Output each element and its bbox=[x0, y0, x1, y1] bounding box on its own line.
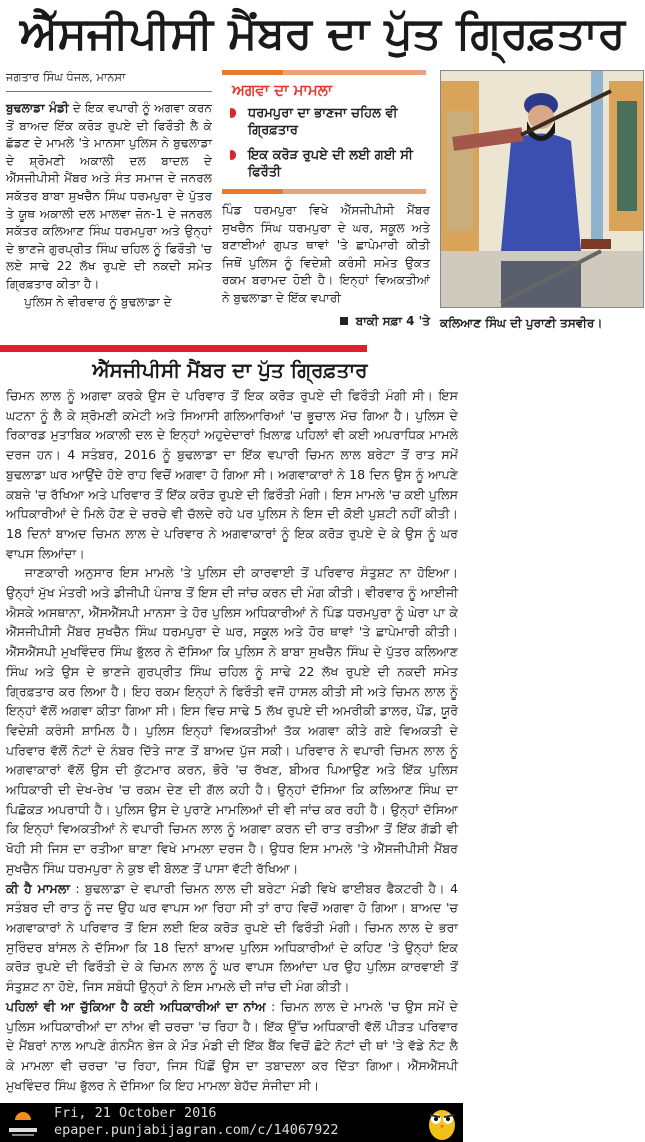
left-column bbox=[6, 70, 212, 311]
article-column-2 bbox=[222, 202, 430, 308]
epaper-url[interactable]: epaper.punjabijagran.com/c/14067922 bbox=[54, 1122, 339, 1139]
person-with-rifles-image bbox=[441, 71, 643, 307]
owl-mascot-icon bbox=[424, 1103, 460, 1142]
subhead: ਕੀ ਹੈ ਮਾਮਲਾ bbox=[6, 880, 70, 896]
photo bbox=[440, 70, 644, 308]
paragraph: ਪੁਲਿਸ ਨੇ ਵੀਰਵਾਰ ਨੂੰ ਬੁਢਲਾਡਾ ਦੇ bbox=[24, 294, 172, 309]
middle-column bbox=[222, 70, 430, 329]
subhead: ਪਹਿਲਾਂ ਵੀ ਆ ਚੁੱਕਿਆ ਹੈ ਕਈ ਅਧਿਕਾਰੀਆਂ ਦਾ ਨਾਂਅ bbox=[6, 998, 266, 1014]
highlight-box bbox=[222, 70, 430, 194]
dateline: ਬੁਢਲਾਡਾ ਮੰਡੀ bbox=[6, 101, 69, 115]
paragraph-text: : ਚਿਮਨ ਲਾਲ ਦੇ ਮਾਮਲੇ 'ਚ ਉਸ ਸਮੇਂ ਦੇ ਪੁਲਿਸ ਅਧਿਕਾਰੀਆਂ ਦਾ ਨਾਂਅ ਵੀ ਚਰਚਾ 'ਚ ਰਿਹਾ ਹੈ। ਇੱਕ ਉੱਚ ਅਧਿਕਾਰੀ ਵੱਲੋਂ ਪੀੜਤ ਪਰਿਵਾਰ ਦੇ ਮੈਂਬਰਾਂ ਨਾਲ ਆਪਣੇ ਗੰਨਮੈਨ ਭੇਜ ਕੇ ਮੌੜ ਮੰਡੀ ਦੀ ਇੱਕ ਬੈਂਕ ਵਿਚੋਂ ਛੋਟੇ ਨੋਟਾਂ ਦੀ ਥਾਂ 'ਤੇ ਵੱਡੇ ਨੋਟ ਲੈ ਕੇ ਮਾਮਲਾ ਵੀ ਚਰਚਾ 'ਚ ਰਿਹਾ, ਜਿਸ ਪਿੱਛੋਂ ਉਸ ਦਾ ਤਬਾਦਲਾ ਕਰ ਦਿੱਤਾ ਗਿਆ। ਐੱਸਐੱਸਪੀ ਮੁਖਵਿੰਦਰ ਸਿੰਘ ਭੁੱਲਰ ਨੇ ਦੱਸਿਆ ਕਿ ਇਹ ਮਾਮਲਾ ਬੇਹੱਦ ਸੰਜੀਦਾ ਸੀ। bbox=[6, 998, 458, 1093]
paragraph: ਚਿਮਨ ਲਾਲ ਨੂੰ ਅਗਵਾ ਕਰਕੇ ਉਸ ਦੇ ਪਰਿਵਾਰ ਤੋਂ ਇਕ ਕਰੋੜ ਰੁਪਏ ਦੀ ਫਿਰੌਤੀ ਮੰਗੀ ਸੀ। ਇਸ ਘਟਨਾ ਨੂੰ ਲੈ ਕੇ ਸ਼੍ਰੋਮਣੀ ਕਮੇਟੀ ਅਤੇ ਸਿਆਸੀ ਗਲਿਆਰਿਆਂ 'ਚ ਭੂਚਾਲ ਮੱਚ ਗਿਆ ਹੈ। ਪੁਲਿਸ ਦੇ ਰਿਕਾਰਡ ਮੁਤਾਬਿਕ ਅਕਾਲੀ ਦਲ ਦੇ ਇਨ੍ਹਾਂ ਅਹੁਦੇਦਾਰਾਂ ਖ਼ਿਲਾਫ਼ ਪਹਿਲਾਂ ਵੀ ਕਈ ਅਪਰਾਧਿਕ ਮਾਮਲੇ ਦਰਜ ਹਨ। 4 ਸਤੰਬਰ, 2016 ਨੂੰ ਬੁਢਲਾਡਾ ਦਾ ਇੱਕ ਵਪਾਰੀ ਚਿਮਨ ਲਾਲ ਬਰੇਟਾ ਤੋਂ ਰਾਤ ਸਮੇਂ ਬੁਢਲਾਡਾ ਘਰ ਆਉਂਦੇ ਹੋਏ ਰਾਹ ਵਿਚੋਂ ਅਗਵਾ ਹੋ ਗਿਆ ਸੀ। ਅਗਵਾਕਾਰਾਂ ਨੇ 18 ਦਿਨ ਉਸ ਨੂੰ ਆਪਣੇ ਕਬਜ਼ੇ 'ਚ ਰੱਖਿਆ ਅਤੇ ਪਰਿਵਾਰ ਤੋਂ ਇੱਕ ਕਰੋੜ ਰੁਪਏ ਦੀ ਫ਼ਿਰੌਤੀ ਮੰਗੀ। ਇਸ ਮਾਮਲੇ 'ਚ ਕਈ ਪੁਲਿਸ ਅਧਿਕਾਰੀਆਂ ਦੇ ਮਿਲੇ ਹੋਣ ਦੇ ਚਰਚੇ ਵੀ ਚੱਲਦੇ ਰਹੇ ਪਰ ਪੁਲਿਸ ਨੇ ਇਸ ਦੀ ਕੋਈ ਪੁਸ਼ਟੀ ਨਹੀਂ ਕੀਤੀ। 18 ਦਿਨਾਂ ਬਾਅਦ ਚਿਮਨ ਲਾਲ ਦੇ ਪਰਿਵਾਰ ਨੇ ਅਗਵਾਕਾਰਾਂ ਨੂੰ ਇਕ ਕਰੋੜ ਰੁਪਏ ਦੇ ਕੇ ਉਸ ਨੂੰ ਘਰ ਵਾਪਸ ਲਿਆਂਦਾ। bbox=[6, 388, 458, 561]
byline: ਜਗਤਾਰ ਸਿੰਘ ਧੰਜਲ, ਮਾਨਸਾ bbox=[6, 70, 212, 92]
top-section bbox=[0, 64, 645, 331]
square-icon bbox=[340, 317, 348, 325]
box-title: ਅਗਵਾ ਦਾ ਮਾਮਲਾ bbox=[232, 81, 333, 99]
paragraph: ਪਿੰਡ ਧਰਮਪੁਰਾ ਵਿਖੇ ਐੱਸਜੀਪੀਸੀ ਮੈਂਬਰ ਸੁਖਚੈਨ ਸਿੰਘ ਧਰਮਪੁਰਾ ਦੇ ਘਰ, ਸਕੂਲ ਅਤੇ ਬਣਾਈਆਂ ਗੁਪਤ ਥਾਵਾਂ 'ਤੇ ਛਾਪੇਮਾਰੀ ਕੀਤੀ ਜਿਥੋਂ ਪੁਲਿਸ ਨੂੰ ਵਿਦੇਸ਼ੀ ਕਰੰਸੀ ਸਮੇਤ ਉਕਤ ਰਕਮ ਬਰਾਮਦ ਹੋਈ ਹੈ। ਇਨ੍ਹਾਂ ਵਿਅਕਤੀਆਂ ਨੇ ਬੁਢਲਾਡਾ ਦੇ ਇੱਕ ਵਪਾਰੀ bbox=[222, 203, 430, 305]
paragraph-text: : ਬੁਢਲਾਡਾ ਦੇ ਵਪਾਰੀ ਚਿਮਨ ਲਾਲ ਦੀ ਬਰੇਟਾ ਮੰਡੀ ਵਿਖੇ ਫਾਈਬਰ ਫੈਕਟਰੀ ਹੈ। 4 ਸਤੰਬਰ ਦੀ ਰਾਤ ਨੂੰ ਜਦ ਉਹ ਘਰ ਵਾਪਸ ਆ ਰਿਹਾ ਸੀ ਤਾਂ ਰਾਹ ਵਿਚੋਂ ਅਗਵਾ ਹੋ ਗਿਆ। ਬਾਅਦ 'ਚ ਅਗਵਾਕਾਰਾਂ ਨੇ ਪਰਿਵਾਰ ਤੋਂ ਇਸ ਲਈ ਇਕ ਕਰੋੜ ਰੁਪਏ ਦੀ ਫਿਰੌਤੀ ਮੰਗੀ। ਚਿਮਨ ਲਾਲ ਦੇ ਭਰਾ ਸੁਰਿੰਦਰ ਬਾਂਸਲ ਨੇ ਦੱਸਿਆ ਕਿ 18 ਦਿਨਾਂ ਬਾਅਦ ਪੁਲਿਸ ਅਧਿਕਾਰੀਆਂ ਦੇ ਕਹਿਣ 'ਤੇ ਉਨ੍ਹਾਂ ਇਕ ਕਰੋੜ ਰੁਪਏ ਦੀ ਫਿਰੌਤੀ ਦੇ ਕੇ ਚਿਮਨ ਲਾਲ ਨੂੰ ਘਰ ਵਾਪਸ ਲਿਆਂਦਾ ਪਰ ਉਹ ਪੁਲਿਸ ਕਾਰਵਾਈ ਤੋਂ ਸੰਤੁਸ਼ਟ ਨਾ ਹੋਏ, ਜਿਸ ਸਬੰਧੀ ਉਨ੍ਹਾਂ ਨੇ ਇਸ ਮਾਮਲੇ ਦੀ ਜਾਂਚ ਦੀ ਮੰਗ ਕੀਤੀ। bbox=[6, 880, 458, 995]
continued-text: ਬਾਕੀ ਸਫ਼ਾ 4 'ਤੇ bbox=[355, 313, 430, 328]
paragraph: ਜਾਣਕਾਰੀ ਅਨੁਸਾਰ ਇਸ ਮਾਮਲੇ 'ਤੇ ਪੁਲਿਸ ਦੀ ਕਾਰਵਾਈ ਤੋਂ ਪਰਿਵਾਰ ਸੰਤੁਸ਼ਟ ਨਾ ਹੋਇਆ। ਉਨ੍ਹਾਂ ਮੁੱਖ ਮੰਤਰੀ ਅਤੇ ਡੀਜੀਪੀ ਪੰਜਾਬ ਤੋਂ ਇਸ ਦੀ ਜਾਂਚ ਕਰਨ ਦੀ ਮੰਗ ਕੀਤੀ। ਵੀਰਵਾਰ ਨੂੰ ਆਈਜੀ ਐਸਕੇ ਅਸਥਾਨਾ, ਐੱਸਐੱਸਪੀ ਮਾਨਸਾ ਤੇ ਹੋਰ ਪੁਲਿਸ ਅਧਿਕਾਰੀਆਂ ਨੇ ਪਿੰਡ ਧਰਮਪੁਰਾ ਨੂੰ ਘੇਰਾ ਪਾ ਕੇ ਐੱਸਜੀਪੀਸੀ ਮੈਂਬਰ ਸੁਖਚੈਨ ਸਿੰਘ ਧਰਮਪੁਰਾ ਦੇ ਘਰ, ਸਕੂਲ ਅਤੇ ਹੋਰ ਥਾਵਾਂ 'ਤੇ ਛਾਪੇਮਾਰੀ ਕੀਤੀ। ਐੱਸਐੱਸਪੀ ਮੁਖਵਿੰਦਰ ਸਿੰਘ ਭੁੱਲਰ ਨੇ ਦੱਸਿਆ ਕਿ ਪੁਲਿਸ ਨੇ ਬਾਬਾ ਸੁਖਚੈਨ ਸਿੰਘ ਦੇ ਪੁੱਤਰ ਕਲਿਆਣ ਸਿੰਘ ਅਤੇ ਉਸ ਦੇ ਭਾਣਜੇ ਗੁਰਪ੍ਰੀਤ ਸਿੰਘ ਚਹਿਲ ਨੂੰ ਸਾਢੇ 22 ਲੱਖ ਰੁਪਏ ਦੀ ਨਕਦੀ ਸਮੇਤ ਗ੍ਰਿਫ਼ਤਾਰ ਕਰ ਲਿਆ ਹੈ। ਇਹ ਰਕਮ ਇਨ੍ਹਾਂ ਨੇ ਫਿਰੌਤੀ ਵਜੋਂ ਹਾਸਲ ਕੀਤੀ ਸੀ ਅਤੇ ਚਿਮਨ ਲਾਲ ਨੂੰ ਇਨ੍ਹਾਂ ਵੱਲੋਂ ਅਗਵਾ ਕੀਤਾ ਗਿਆ ਸੀ। ਇਸ ਵਿਚ ਸਾਢੇ 5 ਲੱਖ ਰੁਪਏ ਦੀ ਅਮਰੀਕੀ ਡਾਲਰ, ਪੌਂਡ, ਯੂਰੋ ਵਿਦੇਸ਼ੀ ਕਰੰਸੀ ਸ਼ਾਮਿਲ ਹੈ। ਪੁਲਿਸ ਇਨ੍ਹਾਂ ਵਿਅਕਤੀਆਂ ਤੱਕ ਅਗਵਾ ਕੀਤੇ ਗਏ ਵਿਅਕਤੀ ਦੇ ਪਰਿਵਾਰ ਵੱਲੋਂ ਨੋਟਾਂ ਦੇ ਨੰਬਰ ਦਿੱਤੇ ਜਾਣ ਤੋਂ ਬਾਅਦ ਪੁੱਜ ਸਕੀ। ਪਰਿਵਾਰ ਨੇ ਵਪਾਰੀ ਚਿਮਨ ਲਾਲ ਨੂੰ ਅਗਵਾਕਾਰਾਂ ਵੱਲੋਂ ਉਸ ਦੀ ਕੁੱਟਮਾਰ ਕਰਨ, ਭੋਰੇ 'ਚ ਰੱਖਣ, ਬੀਅਰ ਪਿਆਉਣ ਅਤੇ ਇੱਕ ਪੁਲਿਸ ਅਧਿਕਾਰੀ ਦੀ ਦੇਖ-ਰੇਖ 'ਚ ਰਕਮ ਦੇਣ ਦੀ ਗੱਲ ਕਹੀ ਹੈ। ਉਨ੍ਹਾਂ ਦੱਸਿਆ ਕਿ ਕਲਿਆਣ ਸਿੰਘ ਦਾ ਪਿਛੋਕੜ ਅਪਰਾਧੀ ਹੈ। ਪੁਲਿਸ ਉਸ ਦੇ ਪੁਰਾਣੇ ਮਾਮਲਿਆਂ ਦੀ ਵੀ ਜਾਂਚ ਕਰ ਰਹੀ ਹੈ। ਉਨ੍ਹਾਂ ਦੱਸਿਆ ਕਿ ਇਨ੍ਹਾਂ ਵਿਅਕਤੀਆਂ ਨੇ ਵਪਾਰੀ ਚਿਮਨ ਲਾਲ ਨੂੰ ਅਗਵਾ ਕਰਨ ਦੀ ਰਾਤ ਰਤੀਆ ਤੋਂ ਇੱਕ ਗੱਡੀ ਵੀ ਖੋਹੀ ਸੀ ਜਿਸ ਦਾ ਰਤੀਆ ਥਾਣਾ ਵਿਖੇ ਮਾਮਲਾ ਦਰਜ ਹੈ। ਉਧਰ ਇਸ ਮਾਮਲੇ 'ਤੇ ਐੱਸਜੀਪੀਸੀ ਮੈਂਬਰ ਸੁਖਚੈਨ ਸਿੰਘ ਧਰਮਪੁਰਾ ਨੇ ਕੁਝ ਵੀ ਬੋਲਣ ਤੋਂ ਪਾਸਾ ਵੱਟੀ ਰੱਖਿਆ। bbox=[6, 565, 458, 876]
bullet-item bbox=[230, 105, 420, 139]
paragraph bbox=[6, 997, 458, 1096]
right-column bbox=[440, 70, 644, 331]
continuation-headline: ਐੱਸਜੀਪੀਸੀ ਮੈਂਬਰ ਦਾ ਪੁੱਤ ਗ੍ਰਿਫ਼ਤਾਰ bbox=[92, 358, 368, 382]
continuation-body bbox=[6, 386, 458, 1095]
bullet-text: ਇਕ ਕਰੋੜ ਰੁਪਏ ਦੀ ਲਈ ਗਈ ਸੀ ਫਿਰੌਤੀ bbox=[248, 148, 413, 180]
edition-date: Fri, 21 October 2016 bbox=[54, 1105, 217, 1122]
divider bbox=[222, 70, 426, 75]
punjabi-jagran-logo-icon bbox=[6, 1107, 40, 1139]
continued-link[interactable] bbox=[222, 314, 430, 329]
divider bbox=[222, 189, 426, 194]
paragraph-text: ਦੇ ਇਕ ਵਪਾਰੀ ਨੂੰ ਅਗਵਾ ਕਰਨ ਤੋਂ ਬਾਅਦ ਇੱਕ ਕਰੋੜ ਰੁਪਏ ਦੀ ਫਿਰੌਤੀ ਲੈ ਕੇ ਛੱਡਣ ਦੇ ਮਾਮਲੇ 'ਤੇ ਮਾਨਸਾ ਪੁਲਿਸ ਨੇ ਬੁਢਲਾਡਾ ਦੇ ਸ਼੍ਰੋਮਣੀ ਅਕਾਲੀ ਦਲ ਬਾਦਲ ਦੇ ਐੱਸਜੀਪੀਸੀ ਮੈਂਬਰ ਅਤੇ ਸੰਤ ਸਮਾਜ ਦੇ ਜਨਰਲ ਸਕੱਤਰ ਬਾਬਾ ਸੁਖਚੈਨ ਸਿੰਘ ਧਰਮਪੁਰਾ ਦੇ ਪੁੱਤਰ ਤੇ ਯੂਥ ਅਕਾਲੀ ਦਲ ਮਾਲਵਾ ਜ਼ੋਨ-1 ਦੇ ਜਨਰਲ ਸਕੱਤਰ ਕਲਿਆਣ ਸਿੰਘ ਧਰਮਪੁਰਾ ਅਤੇ ਉਨ੍ਹਾਂ ਦੇ ਭਾਣਜੇ ਗੁਰਪ੍ਰੀਤ ਸਿੰਘ ਚਹਿਲ ਨੂੰ ਫਿਰੌਤੀ 'ਚ ਲਏ ਸਾਢੇ 22 ਲੱਖ ਰੁਪਏ ਦੀ ਨਕਦੀ ਸਮੇਤ ਗ੍ਰਿਫ਼ਤਾਰ ਕੀਤਾ ਹੈ। bbox=[6, 101, 212, 291]
bullet-item bbox=[230, 147, 420, 181]
bullet-icon bbox=[230, 108, 236, 118]
headline: ਐੱਸਜੀਪੀਸੀ ਮੈਂਬਰ ਦਾ ਪੁੱਤ ਗ੍ਰਿਫ਼ਤਾਰ bbox=[19, 8, 626, 59]
footer-bar bbox=[0, 1103, 463, 1142]
bullet-icon bbox=[230, 150, 236, 160]
paragraph bbox=[6, 100, 212, 294]
photo-caption: ਕਲਿਆਣ ਸਿੰਘ ਦੀ ਪੁਰਾਣੀ ਤਸਵੀਰ। bbox=[440, 316, 603, 330]
article-column-1 bbox=[6, 100, 212, 311]
paragraph bbox=[6, 879, 458, 997]
bullet-text: ਧਰਮਪੁਰਾ ਦਾ ਭਾਣਜਾ ਚਹਿਲ ਵੀ ਗ੍ਰਿਫ਼ਤਾਰ bbox=[248, 106, 398, 138]
section-divider bbox=[0, 345, 367, 352]
